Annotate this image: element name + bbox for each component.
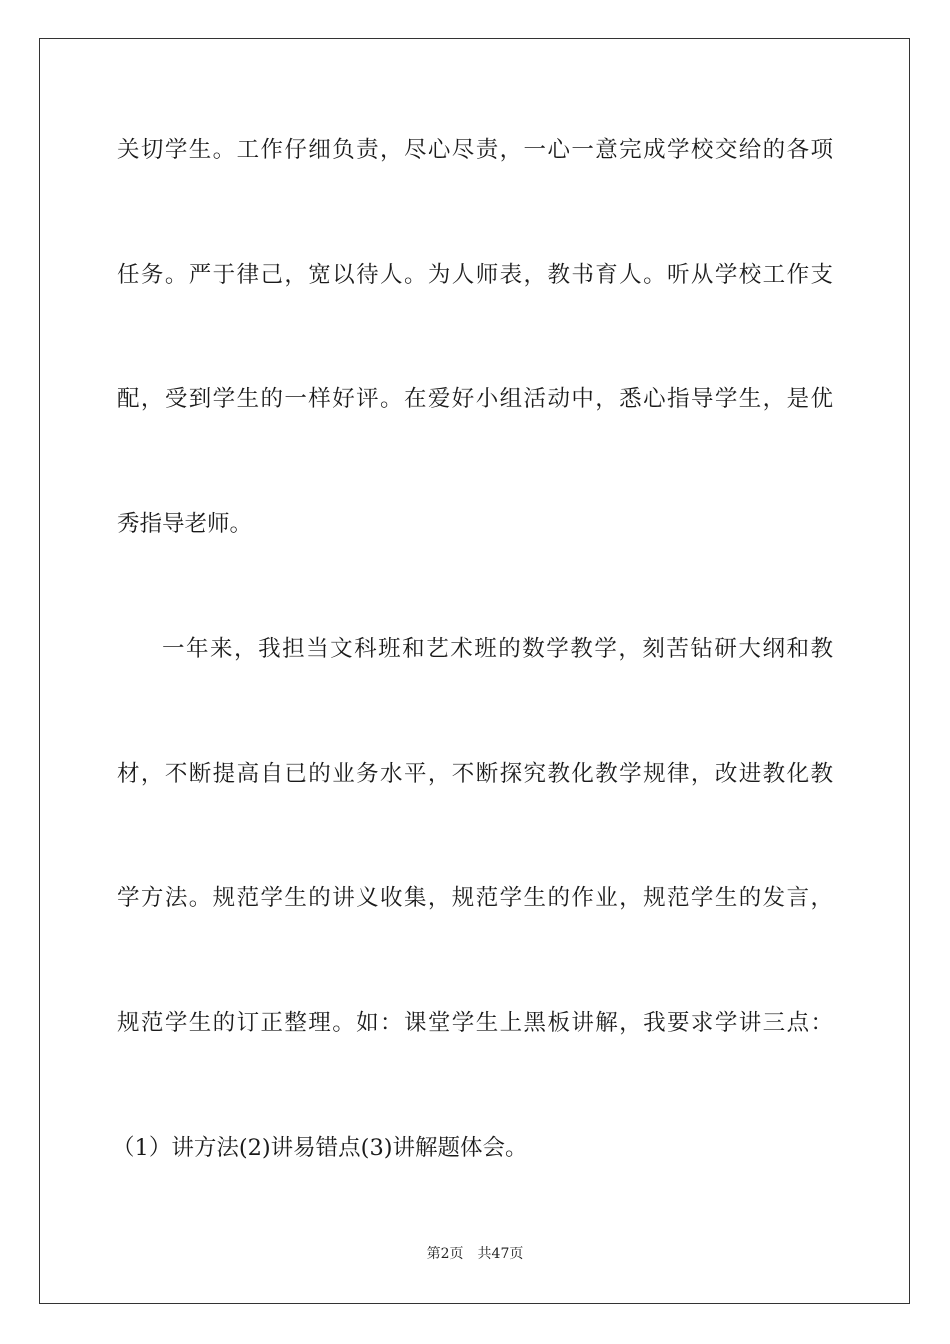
text-line-5: 一年来，我担当文科班和艺术班的数学教学，刻苦钻研大纲和教 <box>162 636 833 662</box>
page-total: 共47页 <box>477 1246 524 1262</box>
page-border <box>39 38 910 1304</box>
text-line-4: 秀指导老师。 <box>117 511 253 537</box>
text-line-9: （1）讲方法(2)讲易错点(3)讲解题体会。 <box>112 1135 528 1161</box>
text-line-2: 任务。严于律己，宽以待人。为人师表，教书育人。听从学校工作支 <box>117 262 833 288</box>
text-line-7: 学方法。规范学生的讲义收集，规范学生的作业，规范学生的发言， <box>117 885 833 911</box>
text-line-6: 材，不断提高自已的业务水平，不断探究教化教学规律，改进教化教 <box>117 761 833 787</box>
text-line-1: 关切学生。工作仔细负责，尽心尽责，一心一意完成学校交给的各项 <box>117 137 833 163</box>
text-line-3: 配，受到学生的一样好评。在爱好小组活动中，悉心指导学生，是优 <box>117 386 833 412</box>
text-line-8: 规范学生的订正整理。如：课堂学生上黑板讲解，我要求学讲三点： <box>117 1010 833 1036</box>
page-number: 第2页 <box>426 1246 464 1262</box>
page-footer <box>0 1245 950 1263</box>
